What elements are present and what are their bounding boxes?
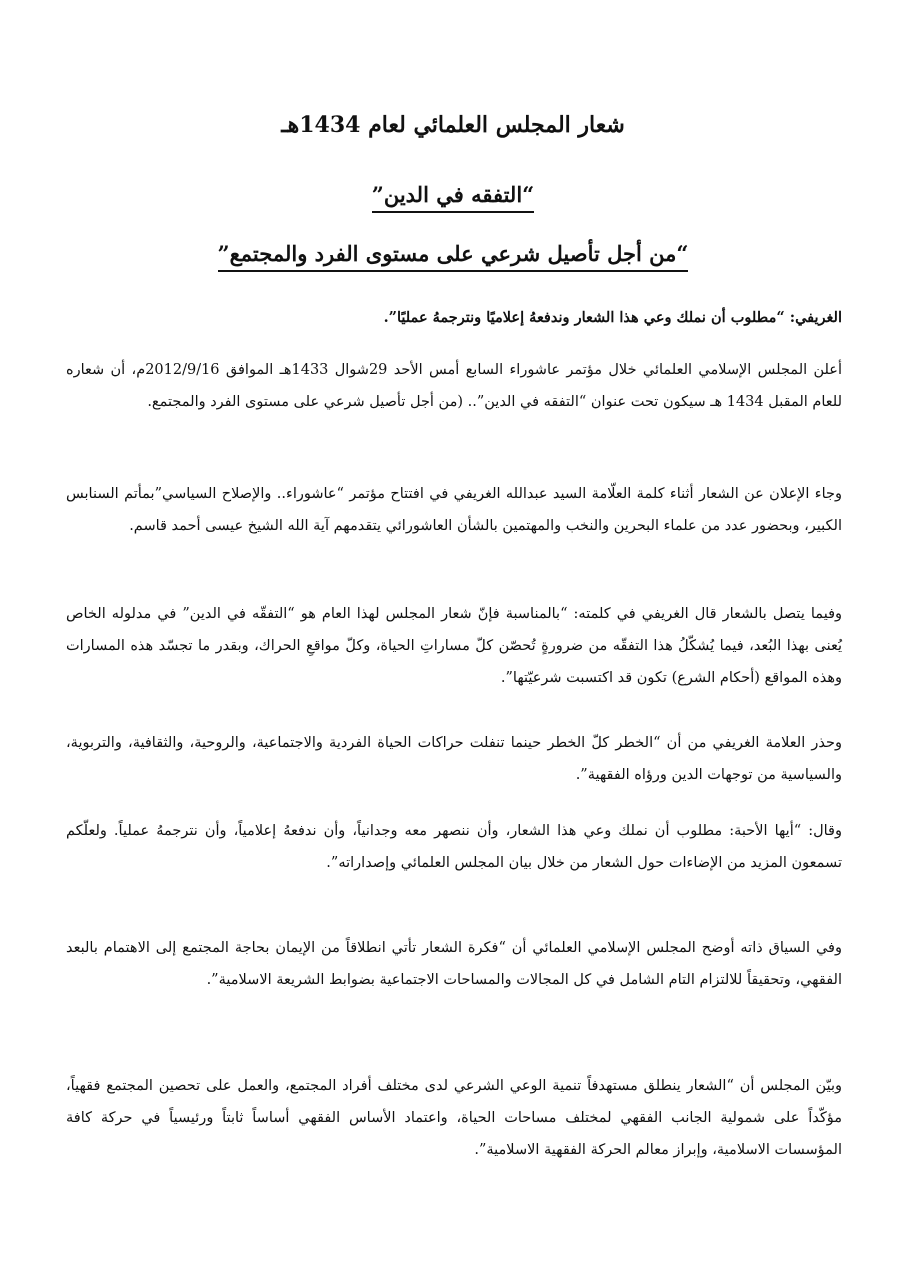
body-paragraph: وفيما يتصل بالشعار قال الغريفي في كلمته: “بالمناسبة فإنّ شعار المجلس لهذا العام هو “التفقّه في الدين” في مدلوله الخاص يُعنى بهذا البُعد، فيما يُشكّلُ هذا التفقّه من ضرورةٍ تُحصّن كلّ مساراتِ الحياة، وكلّ مواقعِ الحراك، وبقدر ما تجسّد هذه المسارات وهذه المواقع (أحكام الشرع) تكون قد اكتسبت شرعيّتها”. xyxy=(66,606,842,686)
body-paragraph: أعلن المجلس الإسلامي العلمائي خلال مؤتمر عاشوراء السابع أمس الأحد 29شوال 1433هـ الموافق 2012/9/16م، أن شعاره للعام المقبل 1434 هـ سيكون تحت عنوان “التفقه في الدين”.. (من أجل تأصيل شرعي على مستوى الفرد والمجتمع. xyxy=(66,362,842,410)
body-paragraph: وفي السياق ذاته أوضح المجلس الإسلامي العلمائي أن “فكرة الشعار تأتي انطلاقاً من الإيمان بحاجة المجتمع إلى الاهتمام بالبعد الفقهي، وتحقيقاً للالتزام التام الشامل في كل المجالات والمساحات الاجتماعية بضوابط الشريعة الاسلامية”. xyxy=(66,940,842,988)
body-paragraph: وقال: “أيها الأحبة: مطلوب أن نملك وعي هذا الشعار، وأن ننصهر معه وجدانياً، وأن ندفعهُ إعلامياً، وأن نترجمهُ عملياً. ولعلّكم تسمعون المزيد من الإضاءات حول الشعار من خلال بيان المجلس العلمائي وإصداراته”. xyxy=(66,823,842,871)
body-paragraph: وبيّن المجلس أن “الشعار ينطلق مستهدفاً تنمية الوعي الشرعي لدى مختلف أفراد المجتمع، والعمل على تحصين المجتمع فقهياً، مؤكّداً على شمولية الجانب الفقهي لمختلف مساحات الحياة، واعتماد الأساس الفقهي أساساً ثابتاً ورئيسياً في حركة كافة المؤسسات الاسلامية، وإبراز معالم الحركة الفقهية الاسلامية”. xyxy=(66,1078,842,1158)
subtitle-heading xyxy=(0,241,906,266)
slogan-text: “التفقه في الدين” xyxy=(372,182,534,213)
body-paragraph: وحذر العلامة الغريفي من أن “الخطر كلّ الخطر حينما تنفلت حراكات الحياة الفردية والاجتماعية، والروحية، والثقافية، والتربوية، والسياسية من توجهات الدين ورؤاه الفقهية”. xyxy=(66,735,842,783)
body-paragraph: وجاء الإعلان عن الشعار أثناء كلمة العلّامة السيد عبدالله الغريفي في افتتاح مؤتمر “عاشوراء.. والإصلاح السياسي”بمأتم السنابس الكبير، وبحضور عدد من علماء البحرين والنخب والمهتمين بالشأن العاشورائي يتقدمهم آية الله الشيخ عيسى أحمد قاسم. xyxy=(66,486,842,534)
subtitle-text: “من أجل تأصيل شرعي على مستوى الفرد والمجتمع” xyxy=(218,241,689,272)
document-title: شعار المجلس العلمائي لعام 1434هـ xyxy=(281,112,625,138)
slogan-heading xyxy=(0,182,906,207)
quote-paragraph: الغريفي: “مطلوب أن نملك وعي هذا الشعار وندفعهُ إعلاميًا ونترجمهُ عمليًا”. xyxy=(383,309,842,326)
